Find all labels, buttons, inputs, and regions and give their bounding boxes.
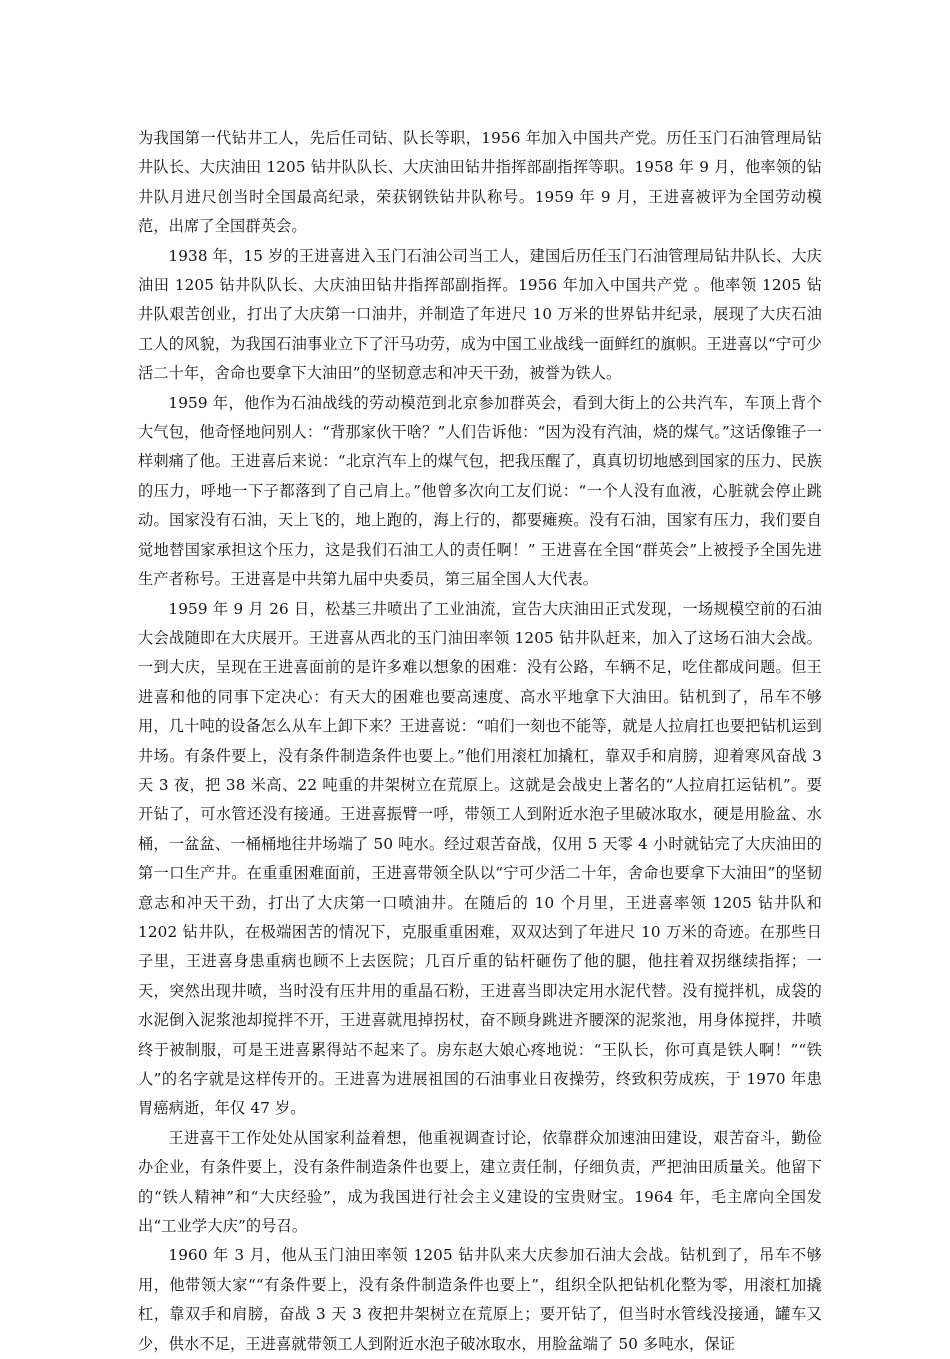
paragraph-1: 为我国第一代钻井工人，先后任司钻、队长等职，1956 年加入中国共产党。历任玉门石油管理局钻井队长、大庆油田 1205 钻井队队长、大庆油田钻井指挥部副指挥等职。1958 年 9 月，他率领的钻井队月进尺创当时全国最高纪录，荣获钢铁钻井队称号。1959 年 9 月，王进喜被评为全国劳动模范，出席了全国群英会。 — [138, 129, 822, 236]
document-body — [138, 124, 822, 1359]
paragraph-6: 1960 年 3 月，他从玉门油田率领 1205 钻井队来大庆参加石油大会战。钻机到了，吊车不够用，他带领大家““有条件要上，没有条件制造条件也要上”，组织全队把钻机化整为零，用滚杠加撬杠，靠双手和肩膀，奋战 3 天 3 夜把井架树立在荒原上；要开钻了，但当时水管线没接通，罐车又少，供水不足，王进喜就带领工人到附近水泡子破冰取水，用脸盆端了 50 多吨水，保证 — [138, 1246, 822, 1353]
paragraph-4: 1959 年 9 月 26 日，松基三井喷出了工业油流，宣告大庆油田正式发现，一场规模空前的石油大会战随即在大庆展开。王进喜从西北的玉门油田率领 1205 钻井队赶来，加入了这场石油大会战。一到大庆，呈现在王进喜面前的是许多难以想象的困难：没有公路，车辆不足，吃住都成问题。但王进喜和他的同事下定决心：有天大的困难也要高速度、高水平地拿下大油田。钻机到了，吊车不够用，几十吨的设备怎么从车上卸下来？王进喜说：“咱们一刻也不能等，就是人拉肩扛也要把钻机运到井场。有条件要上，没有条件制造条件也要上。”他们用滚杠加撬杠，靠双手和肩膀，迎着寒风奋战 3 天 3 夜，把 38 米高、22 吨重的井架树立在荒原上。这就是会战史上著名的“人拉肩扛运钻机”。要开钻了，可水管还没有接通。王进喜振臂一呼，带领工人到附近水泡子里破冰取水，硬是用脸盆、水桶，一盆盆、一桶桶地往井场端了 50 吨水。经过艰苦奋战，仅用 5 天零 4 小时就钻完了大庆油田的第一口生产井。在重重困难面前，王进喜带领全队以“宁可少活二十年，舍命也要拿下大油田”的坚韧意志和冲天干劲，打出了大庆第一口喷油井。在随后的 10 个月里，王进喜率领 1205 钻井队和 1202 钻井队，在极端困苦的情况下，克服重重困难，双双达到了年进尺 10 万米的奇迹。在那些日子里，王进喜身患重病也顾不上去医院；几百斤重的钻杆砸伤了他的腿，他拄着双拐继续指挥；一天，突然出现井喷，当时没有压井用的重晶石粉，王进喜当即决定用水泥代替。没有搅拌机，成袋的水泥倒入泥浆池却搅拌不开，王进喜就甩掉拐杖，奋不顾身跳进齐腰深的泥浆池，用身体搅拌，井喷终于被制服，可是王进喜累得站不起来了。房东赵大娘心疼地说：“王队长，你可真是铁人啊！”“铁人”的名字就是这样传开的。王进喜为进展祖国的石油事业日夜操劳，终致积劳成疾，于 1970 年患胃癌病逝，年仅 47 岁。 — [138, 599, 822, 1118]
paragraph-2: 1938 年，15 岁的王进喜进入玉门石油公司当工人，建国后历任玉门石油管理局钻井队长、大庆油田 1205 钻井队队长、大庆油田钻井指挥部副指挥。1956 年加入中国共产党 。他率领 1205 钻井队艰苦创业，打出了大庆第一口油井，并制造了年进尺 10 万米的世界钻井纪录，展现了大庆石油工人的风貌，为我国石油事业立下了汗马功劳，成为中国工业战线一面鲜红的旗帜。王进喜以“宁可少活二十年，舍命也要拿下大油田”的坚韧意志和冲天干劲，被誉为铁人。 — [138, 246, 822, 383]
paragraph-3: 1959 年，他作为石油战线的劳动模范到北京参加群英会，看到大街上的公共汽车，车顶上背个大气包，他奇怪地问别人：“背那家伙干啥？”人们告诉他：“因为没有汽油，烧的煤气。”这话像锥子一样刺痛了他。王进喜后来说：“北京汽车上的煤气包，把我压醒了，真真切切地感到国家的压力、民族的压力，呼地一下子都落到了自己肩上。”他曾多次向工友们说：“一个人没有血液，心脏就会停止跳动。国家没有石油，天上飞的，地上跑的，海上行的，都要瘫痪。没有石油，国家有压力，我们要自觉地替国家承担这个压力，这是我们石油工人的责任啊！” 王进喜在全国“群英会”上被授予全国先进生产者称号。王进喜是中共第九届中央委员，第三届全国人大代表。 — [138, 393, 822, 589]
paragraph-5: 王进喜干工作处处从国家利益着想，他重视调查讨论，依靠群众加速油田建设，艰苦奋斗，勤俭办企业，有条件要上，没有条件制造条件也要上，建立责任制，仔细负责，严把油田质量关。他留下的“铁人精神”和“大庆经验”，成为我国进行社会主义建设的宝贵财宝。1964 年，毛主席向全国发出“工业学大庆”的号召。 — [138, 1128, 822, 1236]
